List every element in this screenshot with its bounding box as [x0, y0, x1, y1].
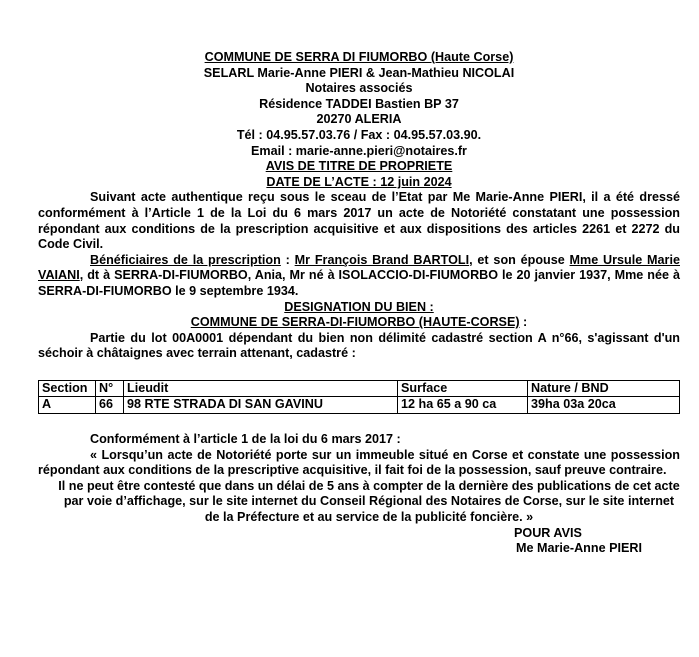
designation-commune-separator: :	[519, 315, 528, 330]
email-line: Email : marie-anne.pieri@notaires.fr	[251, 143, 467, 158]
cadastre-table	[38, 380, 680, 414]
designation-title: DESIGNATION DU BIEN :	[284, 299, 434, 314]
designation-commune: COMMUNE DE SERRA-DI-FIUMORBO (HAUTE-CORSE)	[190, 315, 520, 330]
beneficiary-join: , et son épouse	[469, 252, 570, 267]
beneficiaries-separator: :	[280, 252, 295, 267]
cell-number: 66	[96, 397, 124, 414]
beneficiaries-details: , dt à SERRA-DI-FIUMORBO, Ania, Mr né à ISOLACCIO-DI-FIUMORBO le 20 janvier 1937, Mme née à SERRA-DI-FIUMORBO le 9 septembre 1934.	[38, 268, 680, 298]
beneficiary-2: Mme Ursule Marie VAIANI	[38, 252, 680, 283]
header-section: Section	[39, 380, 96, 397]
contest-paragraph: Il ne peut être contesté que dans un délai de 5 ans à compter de la dernière des publications de cet acte par voie d’affichage, sur le site internet du Conseil Régional des Notaires de Corse, sur le site internet de la Préfecture et au service de la publicité foncière. »	[58, 478, 680, 525]
notary-role: Notaires associés	[305, 81, 413, 96]
cell-nature: 39ha 03a 20ca	[528, 397, 680, 414]
pour-avis: POUR AVIS	[514, 525, 582, 540]
header-lieudit: Lieudit	[124, 380, 398, 397]
beneficiaries-label: Bénéficiaires de la prescription	[90, 252, 281, 267]
phone-fax: Tél : 04.95.57.03.76 / Fax : 04.95.57.03.90.	[236, 127, 482, 142]
header-surface: Surface	[398, 380, 528, 397]
address-residence: Résidence TADDEI Bastien BP 37	[259, 96, 459, 111]
beneficiaries-paragraph	[38, 253, 680, 300]
beneficiary-1: Mr François Brand BARTOLI	[294, 252, 470, 267]
header-number: N°	[96, 380, 124, 397]
notice-title: AVIS DE TITRE DE PROPRIETE	[265, 159, 453, 174]
table-header-row	[39, 380, 680, 397]
intro-paragraph: Suivant acte authentique reçu sous le sceau de l’Etat par Me Marie-Anne PIERI, il a été dressé conformément à l’Article 1 de la Loi du 6 mars 2017 un acte de Notoriété constatant une possession répondant aux conditions de la prescription acquisitive et aux dispositions des articles 2261 et 2272 du Code Civil.	[38, 190, 680, 252]
notice-document	[38, 50, 680, 557]
cell-surface: 12 ha 65 a 90 ca	[398, 397, 528, 414]
signature: Me Marie-Anne PIERI	[516, 541, 642, 556]
law-reference: Conformément à l’article 1 de la loi du 6 mars 2017 :	[90, 432, 401, 447]
notary-office: SELARL Marie-Anne PIERI & Jean-Mathieu NICOLAI	[203, 65, 515, 80]
designation-commune-line	[38, 315, 680, 331]
designation-paragraph: Partie du lot 00A0001 dépendant du bien non délimité cadastré section A n°66, s'agissant d'un séchoir à châtaignes avec terrain attenant, cadastré :	[38, 330, 680, 361]
table-row	[39, 397, 680, 414]
header-nature: Nature / BND	[528, 380, 680, 397]
law-quote: « Lorsqu’un acte de Notoriété porte sur un immeuble situé en Corse et constate une possession répondant aux conditions de la prescriptive acquisitive, il fait foi de la possession, sauf preuve contraire.	[38, 447, 680, 478]
act-date: DATE DE L’ACTE : 12 juin 2024	[266, 174, 452, 189]
cell-section: A	[39, 397, 96, 414]
cell-lieudit: 98 RTE STRADA DI SAN GAVINU	[124, 397, 398, 414]
address-city: 20270 ALERIA	[316, 112, 402, 127]
commune-heading: COMMUNE DE SERRA DI FIUMORBO (Haute Corse)	[204, 50, 514, 64]
